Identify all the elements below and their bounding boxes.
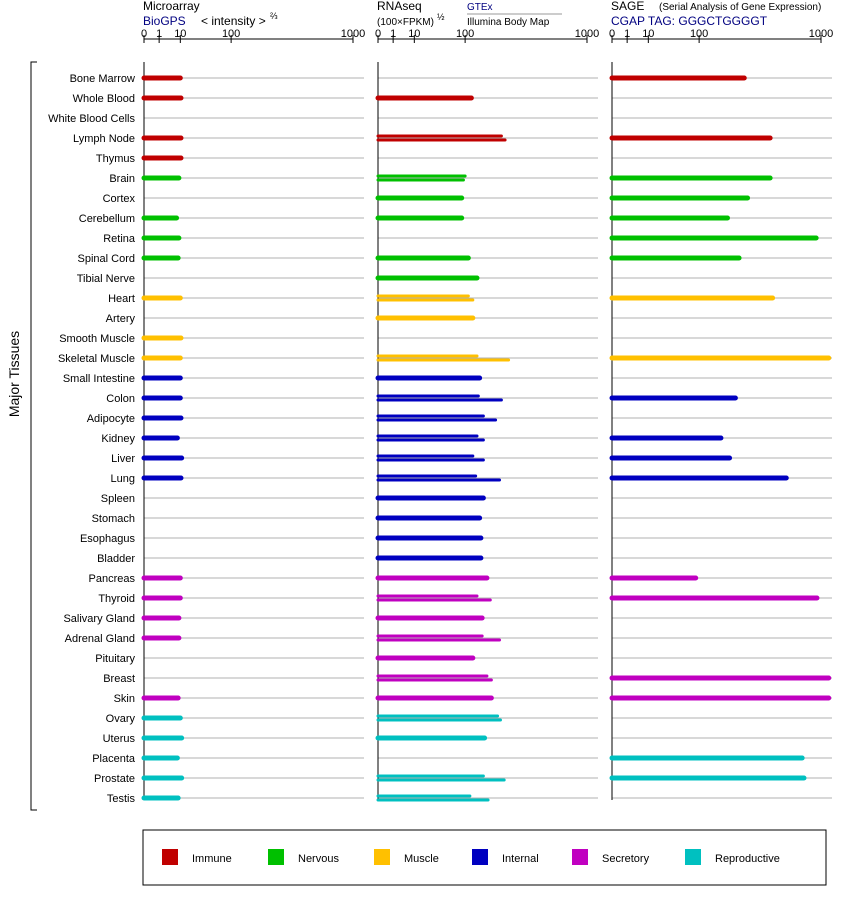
- category-label: Liver: [111, 453, 135, 465]
- rnaseq-source-gtex[interactable]: GTEx: [467, 2, 493, 13]
- microarray-tick-label: 100: [221, 28, 241, 40]
- sage-tick-label: 1: [624, 28, 631, 40]
- category-label: Pancreas: [88, 573, 135, 585]
- bars: [144, 78, 829, 800]
- legend-swatch-immune: [162, 849, 178, 865]
- y-group-bracket: [31, 62, 37, 810]
- rnaseq-tick-label: 0: [374, 28, 382, 40]
- legend-label-nervous: Nervous: [298, 853, 339, 865]
- rnaseq-title: RNAseq: [377, 0, 422, 13]
- category-label: Prostate: [94, 773, 135, 785]
- category-label: Kidney: [101, 433, 135, 445]
- category-label: Adipocyte: [86, 413, 135, 425]
- rnaseq-tick-label: 1000: [574, 28, 600, 40]
- gridlines: [144, 78, 832, 798]
- category-label: Lung: [110, 473, 135, 485]
- microarray-tick-label: 0: [140, 28, 148, 40]
- sage-tick-label: 1000: [808, 28, 834, 40]
- category-label: Stomach: [91, 513, 135, 525]
- category-label: Small Intestine: [62, 373, 135, 385]
- sage-tick-label: 10: [642, 28, 655, 40]
- category-label: Smooth Muscle: [59, 333, 135, 345]
- microarray-title: Microarray: [143, 0, 200, 13]
- legend-label-reproductive: Reproductive: [715, 853, 780, 865]
- y-group-label: Major Tissues: [6, 330, 22, 418]
- category-label: Placenta: [92, 753, 135, 765]
- category-label: Cortex: [102, 193, 135, 205]
- category-label: Breast: [103, 673, 135, 685]
- category-label: Skeletal Muscle: [57, 353, 135, 365]
- rnaseq-tick-label: 10: [408, 28, 421, 40]
- legend-label-muscle: Muscle: [404, 853, 439, 865]
- rnaseq-unit-power: ½: [437, 12, 445, 22]
- category-label: Heart: [108, 293, 135, 305]
- microarray-scale-label: < intensity >: [201, 14, 266, 28]
- legend-swatch-nervous: [268, 849, 284, 865]
- category-label: Spinal Cord: [77, 253, 135, 265]
- sage-title: SAGE: [611, 0, 645, 13]
- category-label: Whole Blood: [72, 93, 135, 105]
- category-labels: [48, 73, 136, 805]
- category-label: White Blood Cells: [48, 113, 135, 125]
- category-label: Uterus: [102, 733, 135, 745]
- category-label: Thymus: [95, 153, 135, 165]
- microarray-source-link[interactable]: BioGPS: [143, 14, 186, 28]
- legend-swatch-muscle: [374, 849, 390, 865]
- category-label: Brain: [109, 173, 135, 185]
- microarray-tick-label: 1000: [340, 28, 366, 40]
- category-label: Bone Marrow: [69, 73, 135, 85]
- category-label: Pituitary: [95, 653, 135, 665]
- microarray-tick-label: 10: [174, 28, 187, 40]
- rnaseq-tick-label: 100: [455, 28, 475, 40]
- legend-label-immune: Immune: [192, 853, 232, 865]
- category-label: Cerebellum: [78, 213, 135, 225]
- category-label: Spleen: [100, 493, 135, 505]
- legend-swatch-internal: [472, 849, 488, 865]
- legend-swatch-reproductive: [685, 849, 701, 865]
- axes: [141, 28, 833, 800]
- category-label: Testis: [106, 793, 135, 805]
- category-label: Colon: [106, 393, 135, 405]
- microarray-scale-power: ⅔: [270, 11, 278, 21]
- legend-label-internal: Internal: [502, 853, 539, 865]
- category-label: Skin: [113, 693, 135, 705]
- sage-tick-label: 0: [608, 28, 616, 40]
- rnaseq-source-illumina: Illumina Body Map: [467, 17, 550, 28]
- category-label: Thyroid: [98, 593, 135, 605]
- category-label: Artery: [105, 313, 135, 325]
- category-label: Lymph Node: [73, 133, 135, 145]
- category-label: Retina: [103, 233, 135, 245]
- category-label: Ovary: [105, 713, 135, 725]
- sage-subtitle: (Serial Analysis of Gene Expression): [659, 2, 822, 13]
- rnaseq-unit: (100×FPKM): [377, 17, 434, 28]
- microarray-tick-label: 1: [156, 28, 163, 40]
- sage-tag-link[interactable]: CGAP TAG: GGGCTGGGGT: [611, 14, 768, 28]
- legend-swatch-secretory: [572, 849, 588, 865]
- sage-tick-label: 100: [689, 28, 709, 40]
- legend-label-secretory: Secretory: [602, 853, 650, 865]
- category-label: Salivary Gland: [63, 613, 135, 625]
- category-label: Bladder: [97, 553, 135, 565]
- category-label: Esophagus: [79, 533, 135, 545]
- category-label: Adrenal Gland: [64, 633, 135, 645]
- category-label: Tibial Nerve: [76, 273, 135, 285]
- rnaseq-tick-label: 1: [390, 28, 397, 40]
